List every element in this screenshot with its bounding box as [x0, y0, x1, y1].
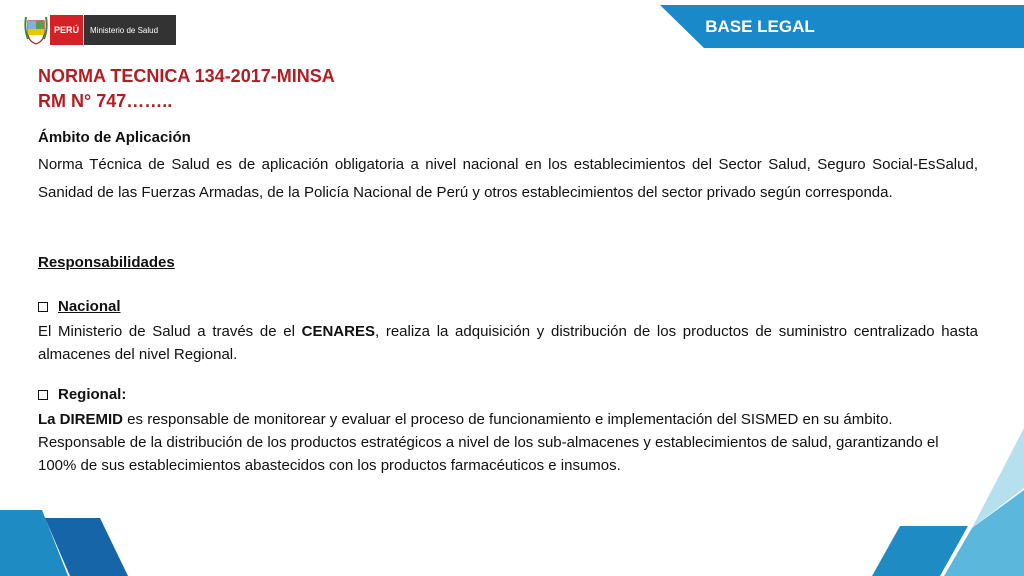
nacional-text-2: , realiza la adquisición y distribución de los productos de suministro centralizado hasta almacenes del nivel Regional. — [38, 323, 978, 363]
nacional-text-1: El Ministerio de Salud a través de el — [38, 323, 302, 340]
section-title: BASE LEGAL — [705, 16, 815, 36]
ministry-label: Ministerio de Salud — [83, 15, 176, 45]
decor-bottom-left — [0, 506, 130, 576]
regional-label: Regional: — [58, 386, 127, 403]
page-title — [38, 64, 335, 114]
checkbox-icon — [38, 390, 48, 400]
nacional-label: Nacional — [58, 298, 121, 315]
decor-bottom-right — [860, 428, 1024, 576]
nacional-bullet — [38, 297, 978, 317]
peru-label: PERÚ — [50, 15, 83, 45]
ambito-heading: Ámbito de Aplicación — [38, 129, 191, 146]
responsabilidades-heading: Responsabilidades — [38, 254, 175, 271]
ambito-text: Norma Técnica de Salud es de aplicación obligatoria a nivel nacional en los establecimientos del Sector Salud, Seguro Social-EsSalud, Sanidad de las Fuerzas Armadas, de la Policía Nacional de Perú y otros establecimientos del sector privado según corresponda. — [38, 156, 978, 201]
cenares-label: CENARES — [301, 323, 375, 340]
regional-text-2: Responsable de la distribución de los productos estratégicos a nivel de los sub-almacenes y establecimientos de salud, garantizando el 100% de sus establecimientos abastecidos con los productos farmacéuticos e insumos. — [38, 434, 939, 474]
coat-of-arms-icon — [24, 15, 48, 45]
regional-text-1-body: es responsable de monitorear y evaluar el proceso de funcionamiento e implementación del SISMED en su ámbito. — [123, 411, 893, 428]
title-line-2: RM N° 747…….. — [38, 91, 173, 111]
ministry-logo — [24, 15, 176, 45]
checkbox-icon — [38, 302, 48, 312]
nacional-text — [38, 320, 978, 366]
regional-bullet — [38, 385, 978, 405]
diremid-label: La DIREMID — [38, 411, 124, 428]
title-line-1: NORMA TECNICA 134-2017-MINSA — [38, 66, 335, 86]
regional-text-1 — [38, 408, 978, 431]
regional-text — [38, 408, 978, 477]
